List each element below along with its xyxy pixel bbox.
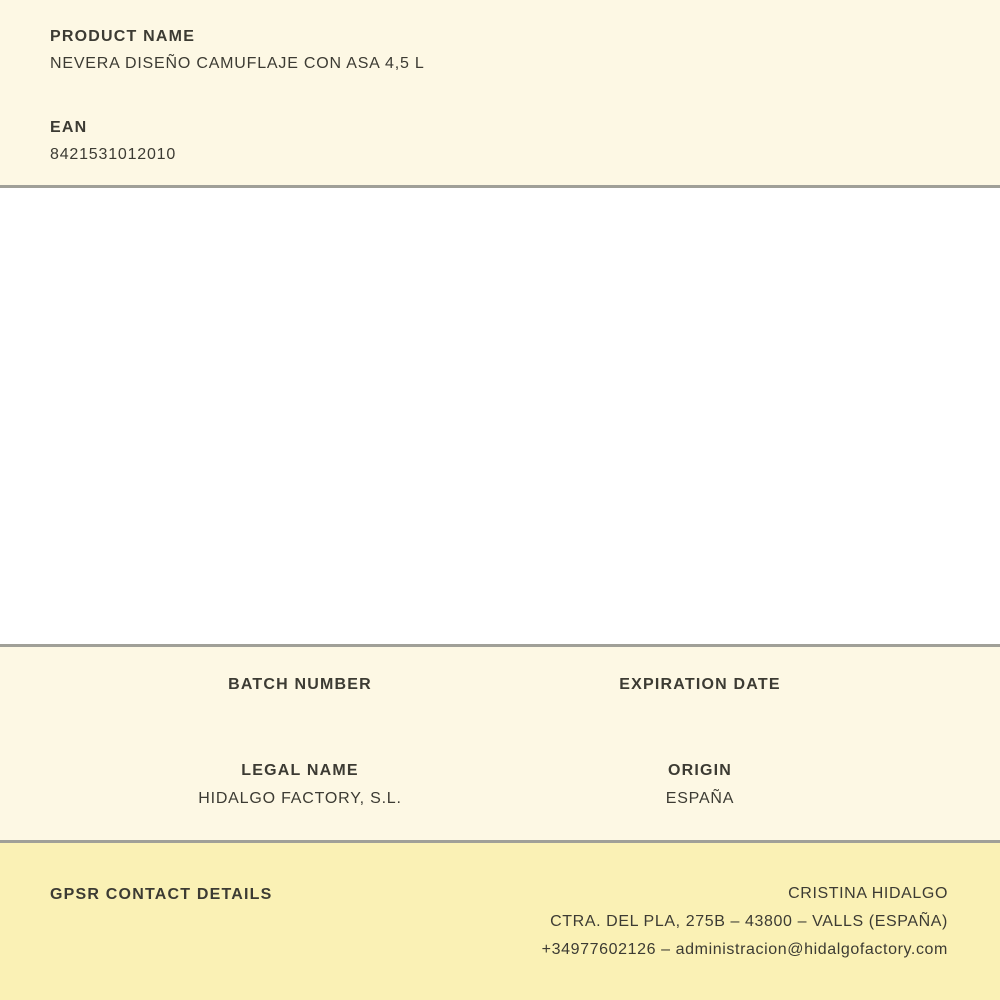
legal-name-label: LEGAL NAME bbox=[241, 762, 359, 779]
batch-number-label: BATCH NUMBER bbox=[228, 676, 372, 693]
expiration-date-field bbox=[500, 675, 900, 723]
expiration-date-value bbox=[500, 703, 900, 723]
gpsr-contact-section bbox=[0, 843, 1000, 1000]
origin-field bbox=[500, 761, 900, 809]
batch-number-field bbox=[100, 675, 500, 723]
product-name-label: PRODUCT NAME bbox=[50, 28, 196, 45]
gpsr-contact-block bbox=[542, 880, 948, 964]
origin-value: ESPAÑA bbox=[665, 790, 735, 807]
legal-name-value: HIDALGO FACTORY, S.L. bbox=[198, 790, 402, 807]
batch-number-value bbox=[100, 703, 500, 723]
gpsr-contact-name: CRISTINA HIDALGO bbox=[788, 885, 948, 902]
legal-name-field bbox=[100, 761, 500, 809]
gpsr-contact-heading: GPSR CONTACT DETAILS bbox=[50, 886, 273, 903]
details-section bbox=[0, 647, 1000, 840]
origin-label: ORIGIN bbox=[667, 762, 733, 779]
product-header-section bbox=[0, 0, 1000, 185]
blank-content-section bbox=[0, 188, 1000, 644]
ean-value: 8421531012010 bbox=[50, 146, 177, 163]
ean-field bbox=[50, 118, 950, 165]
details-grid bbox=[100, 675, 900, 809]
expiration-date-label: EXPIRATION DATE bbox=[619, 676, 781, 693]
product-name-value: NEVERA DISEÑO CAMUFLAJE CON ASA 4,5 L bbox=[50, 55, 425, 72]
product-name-field bbox=[50, 27, 950, 74]
ean-label: EAN bbox=[50, 119, 88, 136]
gpsr-contact-phone-email: +34977602126 – administracion@hidalgofactory.com bbox=[541, 941, 948, 958]
gpsr-contact-address: CTRA. DEL PLA, 275B – 43800 – VALLS (ESPAÑA) bbox=[550, 913, 948, 930]
